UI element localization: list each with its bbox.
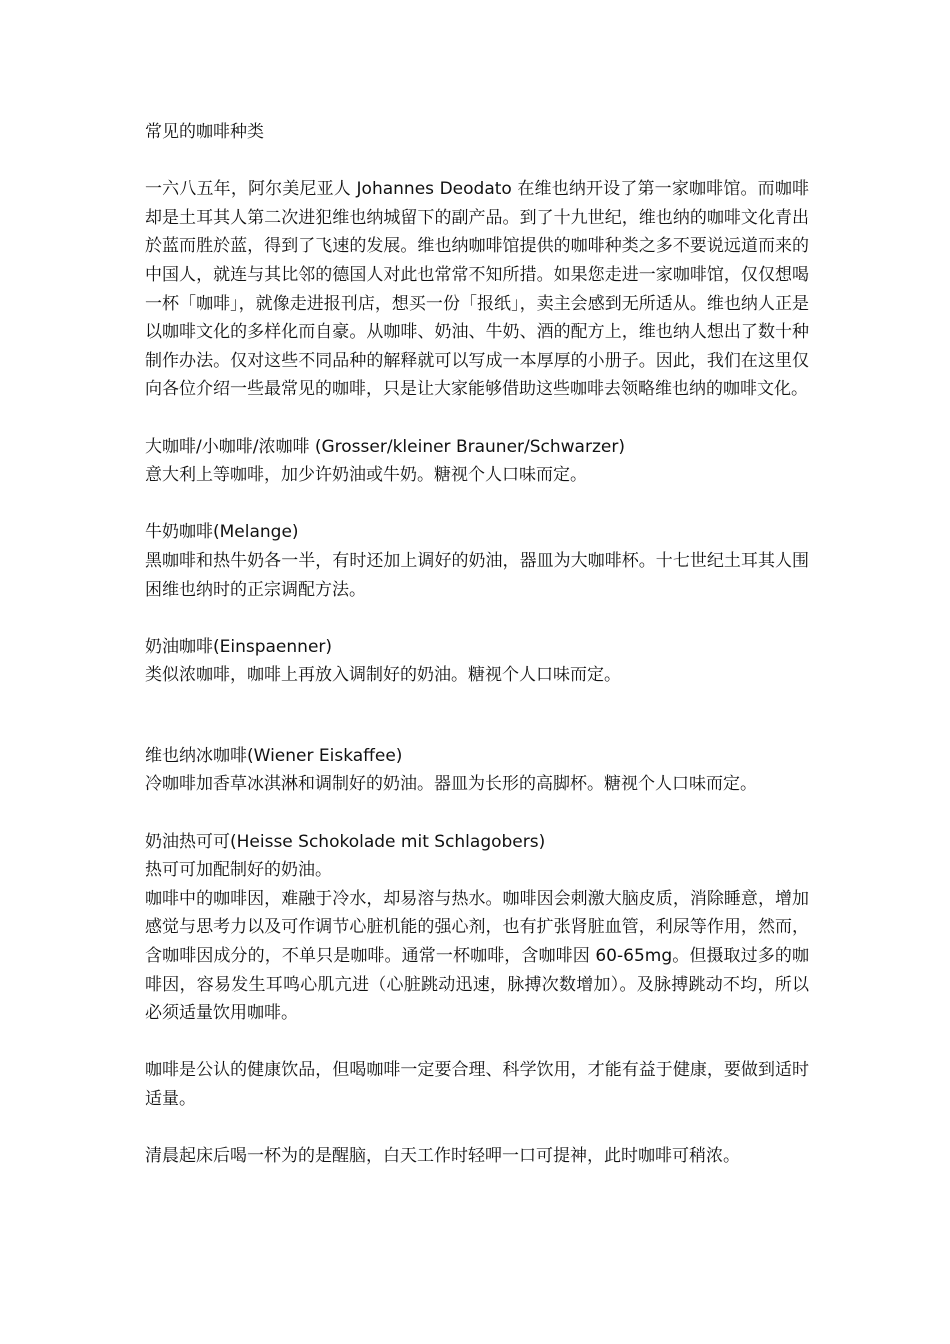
item-body-melange: 黑咖啡和热牛奶各一半，有时还加上调好的奶油，器皿为大咖啡杯。十七世纪土耳其人围困维也纳时的正宗调配方法。	[145, 550, 809, 600]
item-heading-eiskaffee: 维也纳冰咖啡(Wiener Eiskaffee)	[145, 745, 403, 766]
spacer	[145, 1114, 809, 1143]
spacer	[145, 404, 809, 433]
spacer	[145, 1028, 809, 1057]
item-heading-melange: 牛奶咖啡(Melange)	[145, 522, 299, 543]
spacer	[145, 147, 809, 176]
document-title: 常见的咖啡种类	[145, 122, 264, 142]
item-body-eiskaffee: 冷咖啡加香草冰淇淋和调制好的奶油。器皿为长形的高脚杯。糖视个人口味而定。	[145, 774, 757, 795]
item-body-einspaenner: 类似浓咖啡，咖啡上再放入调制好的奶油。糖视个人口味而定。	[145, 665, 621, 686]
item-body-brauner: 意大利上等咖啡，加少许奶油或牛奶。糖视个人口味而定。	[145, 465, 587, 486]
item-heading-schokolade: 奶油热可可(Heisse Schokolade mit Schlagobers)	[145, 831, 546, 852]
spacer	[145, 799, 809, 828]
spacer	[145, 490, 809, 519]
health-paragraph: 咖啡是公认的健康饮品，但喝咖啡一定要合理、科学饮用，才能有益于健康，要做到适时适量。	[145, 1060, 809, 1109]
morning-paragraph: 清晨起床后喝一杯为的是醒脑，白天工作时轻呷一口可提神，此时咖啡可稍浓。	[145, 1146, 740, 1167]
item-heading-brauner: 大咖啡/小咖啡/浓咖啡 (Grosser/kleiner Brauner/Schwarzer)	[145, 436, 625, 457]
intro-paragraph: 一六八五年，阿尔美尼亚人 Johannes Deodato 在维也纳开设了第一家咖啡馆。而咖啡却是土耳其人第二次进犯维也纳城留下的副产品。到了十九世纪，维也纳的咖啡文化青出於蓝而胜於蓝，得到了飞速的发展。维也纳咖啡馆提供的咖啡种类之多不要说远道而来的中国人，就连与其比邻的德国人对此也常常不知所措。如果您走进一家咖啡馆，仅仅想喝一杯「咖啡」，就像走进报刊店，想买一份「报纸」，卖主会感到无所适从。维也纳人正是以咖啡文化的多样化而自豪。从咖啡、奶油、牛奶、酒的配方上，维也纳人想出了数十种制作办法。仅对这些不同品种的解释就可以写成一本厚厚的小册子。因此，我们在这里仅向各位介绍一些最常见的咖啡，只是让大家能够借助这些咖啡去领略维也纳的咖啡文化。	[145, 179, 809, 400]
item-body-schokolade: 热可可加配制好的奶油。	[145, 860, 332, 881]
spacer	[145, 604, 809, 633]
document-page	[145, 118, 809, 1171]
spacer	[145, 690, 809, 742]
item-heading-einspaenner: 奶油咖啡(Einspaenner)	[145, 636, 333, 657]
caffeine-paragraph: 咖啡中的咖啡因，难融于冷水，却易溶与热水。咖啡因会刺激大脑皮质，消除睡意，增加感觉与思考力以及可作调节心脏机能的强心剂，也有扩张肾脏血管，利尿等作用，然而，含咖啡因成分的，不单只是咖啡。通常一杯咖啡，含咖啡因 60-65mg。但摄取过多的咖啡因，容易发生耳鸣心肌亢进（心脏跳动迅速，脉搏次数增加）。及脉搏跳动不均，所以必须适量饮用咖啡。	[145, 888, 809, 1024]
